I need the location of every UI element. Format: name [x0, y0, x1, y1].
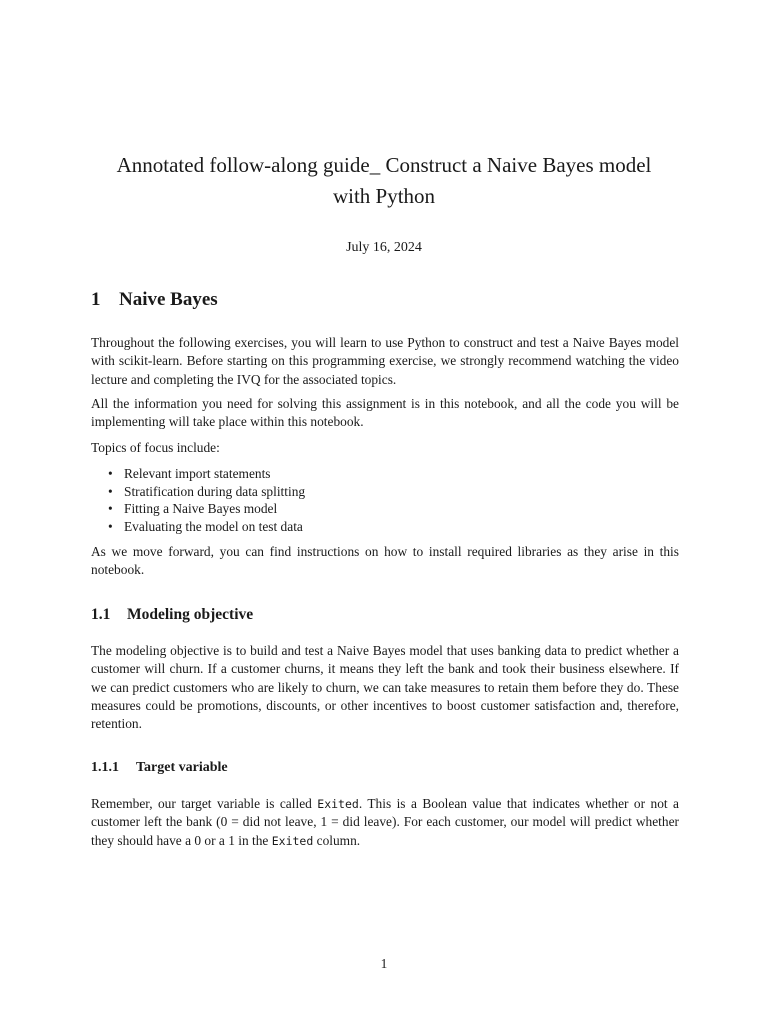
subsection-title: Modeling objective — [127, 606, 254, 623]
list-item: • Fitting a Naive Bayes model — [124, 500, 305, 518]
subsubsection-heading-target-variable — [91, 760, 228, 776]
topics-list — [91, 465, 305, 535]
list-item: • Stratification during data splitting — [124, 483, 305, 501]
title-line-2: with Python — [332, 184, 436, 208]
text-run: Remember, our target variable is called — [91, 796, 318, 811]
document-title — [60, 150, 708, 212]
notebook-info-paragraph: All the information you need for solving this assignment is in this notebook, and all the code you will be implementing will take place within this notebook. — [91, 396, 679, 430]
target-variable-paragraph — [91, 795, 679, 850]
text-run: column. — [313, 832, 361, 848]
section-heading-naive-bayes — [91, 289, 218, 311]
subsection-number: 1.1 — [91, 606, 111, 623]
text-run: . This is a Boolean value that indicates whether or not a customer left the bank (0 = did not leave, 1 = did leave). For each customer, our model will predict whether they should have a 0 or a 1 in the — [91, 796, 679, 848]
section-number: 1 — [91, 289, 101, 310]
list-item: • Relevant import statements — [124, 465, 305, 483]
intro-paragraph: Throughout the following exercises, you will learn to use Python to construct and test a Naive Bayes model with scikit-learn. Before starting on this programming exercise, we strongly recommend watching the video lecture and completing the IVQ for the associated topics. — [91, 335, 679, 387]
section-title: Naive Bayes — [119, 289, 218, 310]
inline-code: Exited — [271, 833, 314, 848]
topics-intro: Topics of focus include: — [91, 440, 220, 455]
subsection-heading-modeling-objective — [91, 606, 253, 624]
install-instructions-paragraph: As we move forward, you can find instructions on how to install required libraries as they arise in this notebook. — [91, 544, 679, 578]
subsubsection-number: 1.1.1 — [91, 760, 119, 775]
document-date: July 16, 2024 — [346, 240, 422, 255]
inline-code: Exited — [317, 797, 359, 811]
list-item: • Evaluating the model on test data — [124, 518, 305, 536]
modeling-objective-paragraph: The modeling objective is to build and test a Naive Bayes model that uses banking data to predict whether a customer will churn. If a customer churns, it means they left the bank and took their business elsewhere. If we can predict customers who are likely to churn, we can take measures to retain them before they do. These measures could be promotions, discounts, or other incentives to boost customer satisfaction and, therefore, retention. — [91, 643, 679, 732]
title-line-1: Annotated follow-along guide_ Construct a Naive Bayes model — [116, 153, 652, 177]
subsubsection-title: Target variable — [136, 760, 228, 775]
page-number: 1 — [380, 956, 388, 971]
